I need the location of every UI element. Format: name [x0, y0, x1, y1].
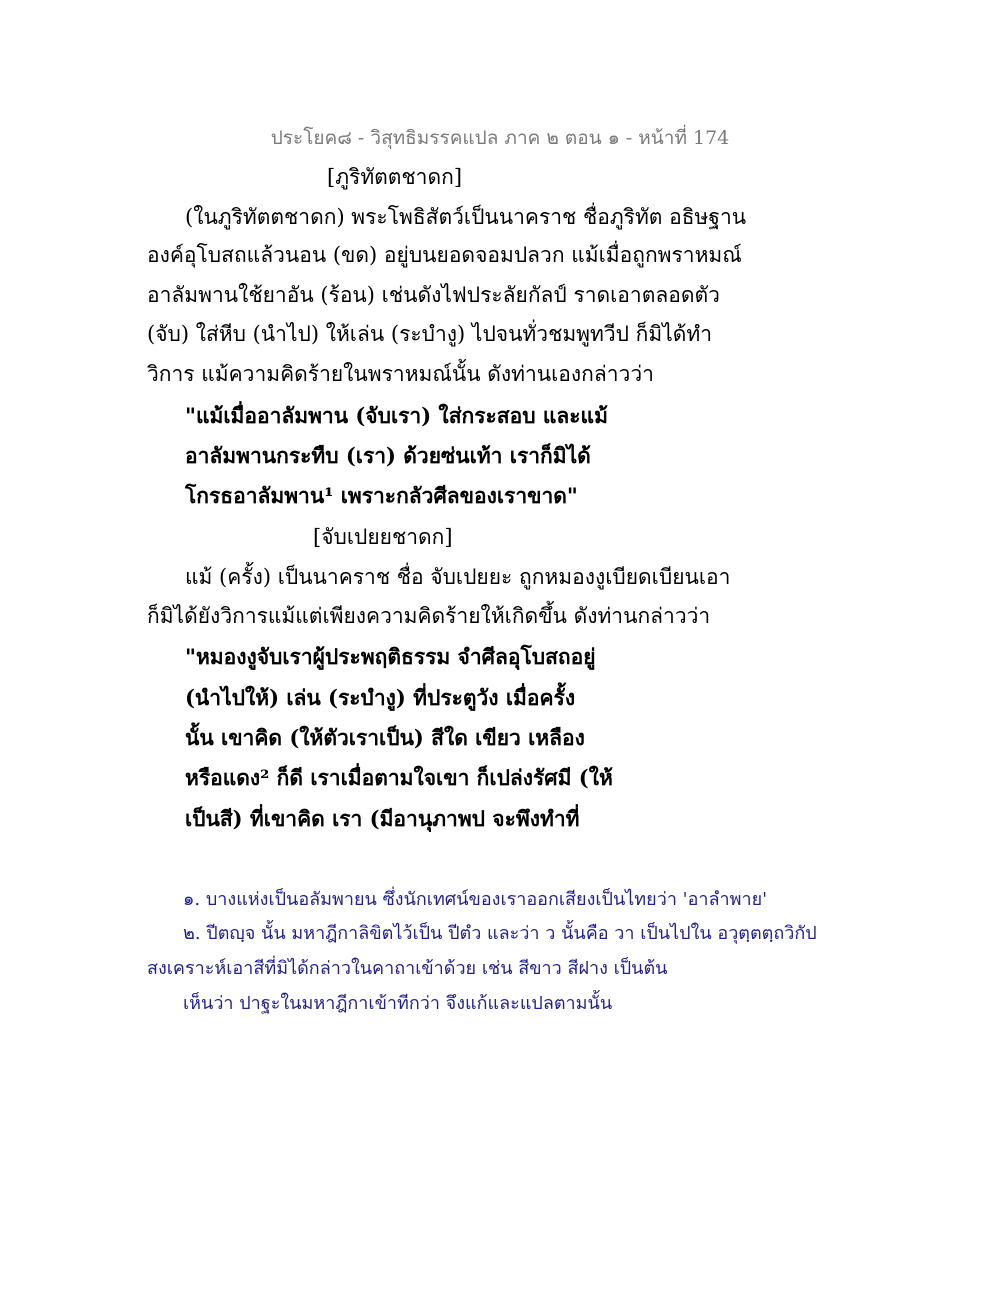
paragraph-line: (จับ) ใส่หีบ (นำไป) ให้เล่น (ระบำงู) ไปจนทั่วชมพูทวีป ก็มิได้ทำ — [147, 322, 713, 346]
verse-line: หรือแดง² ก็ดี เราเมื่อตามใจเขา ก็เปล่งรัศมี (ให้ — [185, 765, 613, 790]
section-heading-campeyya: [จับเปยยชาดก] — [313, 525, 453, 549]
page-header: ประโยค๘ - วิสุทธิมรรคแปล ภาค ๒ ตอน ๑ - หน้าที่ 174 — [270, 127, 730, 149]
footnote-1: ๑. บางแห่งเป็นอลัมพายน ซึ่งนักเทศน์ของเราออกเสียงเป็นไทยว่า 'อาลำพาย' — [183, 889, 768, 910]
section-heading-bhuridatta: [ภูริทัตตชาดก] — [327, 165, 463, 189]
footnote-2-continued: สงเคราะห์เอาสีที่มิได้กล่าวในคาถาเข้าด้วย เช่น สีขาว สีฝาง เป็นต้น — [147, 958, 668, 979]
verse-line: เป็นสี) ที่เขาคิด เรา (มีอานุภาพป จะพึงทำที่ — [185, 806, 580, 831]
verse-line: อาลัมพานกระทืบ (เรา) ด้วยซ่นเท้า เราก็มิได้ — [185, 443, 591, 468]
paragraph-line: วิการ แม้ความคิดร้ายในพราหมณ์นั้น ดังท่านเองกล่าวว่า — [147, 362, 654, 386]
paragraph-line: (ในภูริทัตตชาดก) พระโพธิสัตว์เป็นนาคราช ชื่อภูริทัต อธิษฐาน — [185, 205, 747, 229]
verse-line: (นำไปให้) เล่น (ระบำงู) ที่ประตูวัง เมื่อครั้ง — [185, 685, 576, 710]
footnote-2: ๒. ปีตญฺจ นั้น มหาฎีกาลิขิตไว้เป็น ปีตํว และว่า ว นั้นคือ วา เป็นไปใน อวุตฺตตฺถวิกัป — [183, 923, 817, 944]
paragraph-line: แม้ (ครั้ง) เป็นนาคราช ชื่อ จับเปยยะ ถูกหมองงูเบียดเบียนเอา — [185, 565, 731, 589]
paragraph-line: อาลัมพานใช้ยาอัน (ร้อน) เช่นดังไฟประลัยกัลป์ ราดเอาตลอดตัว — [147, 283, 720, 307]
verse-line: "หมองงูจับเราผู้ประพฤติธรรม จำศีลอุโบสถอยู่ — [185, 644, 596, 669]
verse-line: นั้น เขาคิด (ให้ตัวเราเป็น) สีใด เขียว เหลือง — [185, 725, 585, 750]
paragraph-line: องค์อุโบสถแล้วนอน (ขด) อยู่บนยอดจอมปลวก แม้เมื่อถูกพราหมณ์ — [147, 243, 742, 267]
verse-line: โกรธอาลัมพาน¹ เพราะกลัวศีลของเราขาด" — [185, 483, 578, 508]
footnote-2-continued: เห็นว่า ปาฐะในมหาฎีกาเข้าทีกว่า จึงแก้และแปลตามนั้น — [183, 993, 613, 1014]
verse-line: "แม้เมื่ออาลัมพาน (จับเรา) ใส่กระสอบ และแม้ — [185, 403, 608, 428]
paragraph-line: ก็มิได้ยังวิการแม้แต่เพียงความคิดร้ายให้เกิดขึ้น ดังท่านกล่าวว่า — [147, 604, 711, 628]
